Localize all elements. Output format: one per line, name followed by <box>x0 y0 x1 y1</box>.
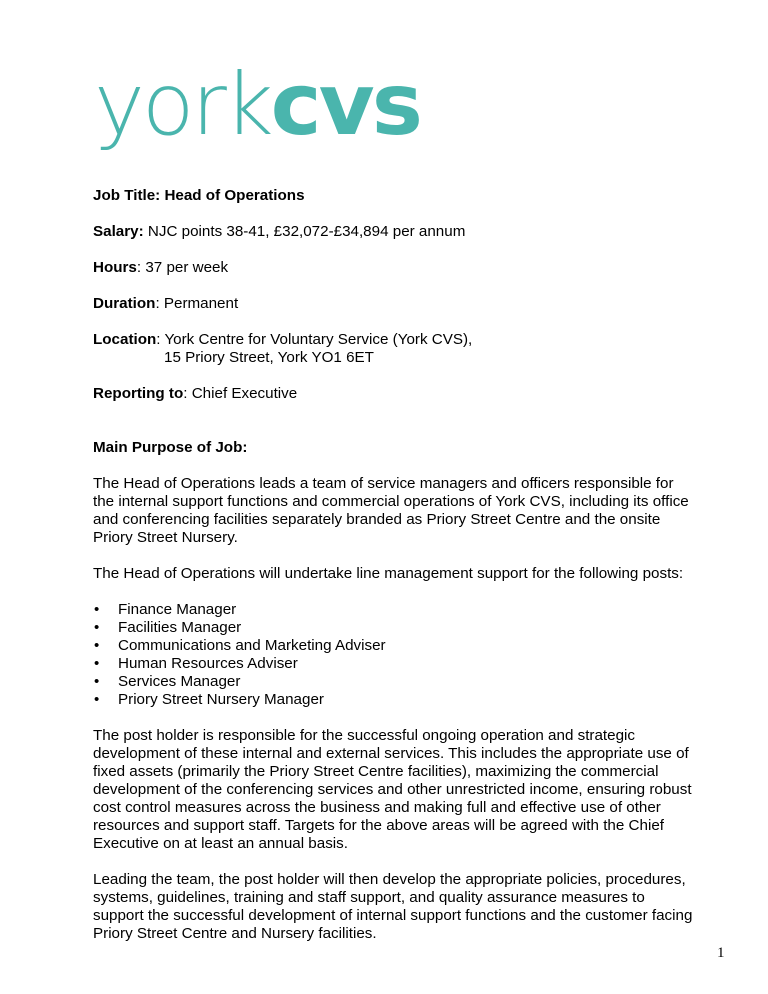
list-item: • Human Resources Adviser <box>93 655 693 673</box>
location-line <box>93 331 693 349</box>
main-purpose-heading: Main Purpose of Job: <box>93 439 248 456</box>
duration-label: Duration <box>93 295 156 312</box>
reporting-value: : Chief Executive <box>183 385 298 402</box>
list-item: • Finance Manager <box>93 601 693 619</box>
duration-value: : Permanent <box>155 295 239 312</box>
job-title: Job Title: Head of Operations <box>93 187 305 204</box>
list-item: • Priory Street Nursery Manager <box>93 691 693 709</box>
list-item: • Communications and Marketing Adviser <box>93 637 693 655</box>
main-purpose-paragraph-3: The post holder is responsible for the successful ongoing operation and strategic development of these internal and external services. This includes the appropriate use of fixed assets (primarily the Priory Street Centre facilities), maximizing the commercial development of the conferencing services and other unrestricted income, ensuring robust cost control measures across the business and making full and effective use of other resources and support staff. Targets for the above areas will be agreed with the Chief Executive on at least an annual basis. <box>93 727 692 852</box>
reporting-line <box>93 385 693 403</box>
hours-label: Hours <box>93 259 137 276</box>
logo-text-cvs: cvs <box>270 55 420 155</box>
duration-line <box>93 295 693 313</box>
main-purpose-paragraph-4: Leading the team, the post holder will then develop the appropriate policies, procedures, systems, guidelines, training and staff support, and quality assurance measures to support the successful development of internal support functions and the customer facing Priory Street Centre and Nursery facilities. <box>93 871 693 942</box>
salary-label: Salary: <box>93 223 144 240</box>
page-number: 1 <box>717 945 725 961</box>
york-cvs-logo <box>94 55 420 162</box>
location-value-2: 15 Priory Street, York YO1 6ET <box>164 349 374 366</box>
hours-line <box>93 259 693 277</box>
location-value-1: : York Centre for Voluntary Service (York CVS), <box>156 331 473 348</box>
salary-line <box>93 223 693 241</box>
posts-list <box>93 601 693 709</box>
document-body <box>93 187 693 943</box>
main-purpose-paragraph-1: The Head of Operations leads a team of service managers and officers responsible for the internal support functions and commercial operations of York CVS, including its office and conferencing facilities separately branded as Priory Street Centre and the onsite Priory Street Nursery. <box>93 475 689 546</box>
reporting-label: Reporting to <box>93 385 184 402</box>
salary-value: NJC points 38-41, £32,072-£34,894 per annum <box>143 223 466 240</box>
list-item: • Facilities Manager <box>93 619 693 637</box>
list-item: • Services Manager <box>93 673 693 691</box>
logo-text-york: york <box>94 55 271 155</box>
main-purpose-paragraph-2: The Head of Operations will undertake line management support for the following posts: <box>93 565 684 582</box>
hours-value: : 37 per week <box>136 259 229 276</box>
location-label: Location <box>93 331 157 348</box>
